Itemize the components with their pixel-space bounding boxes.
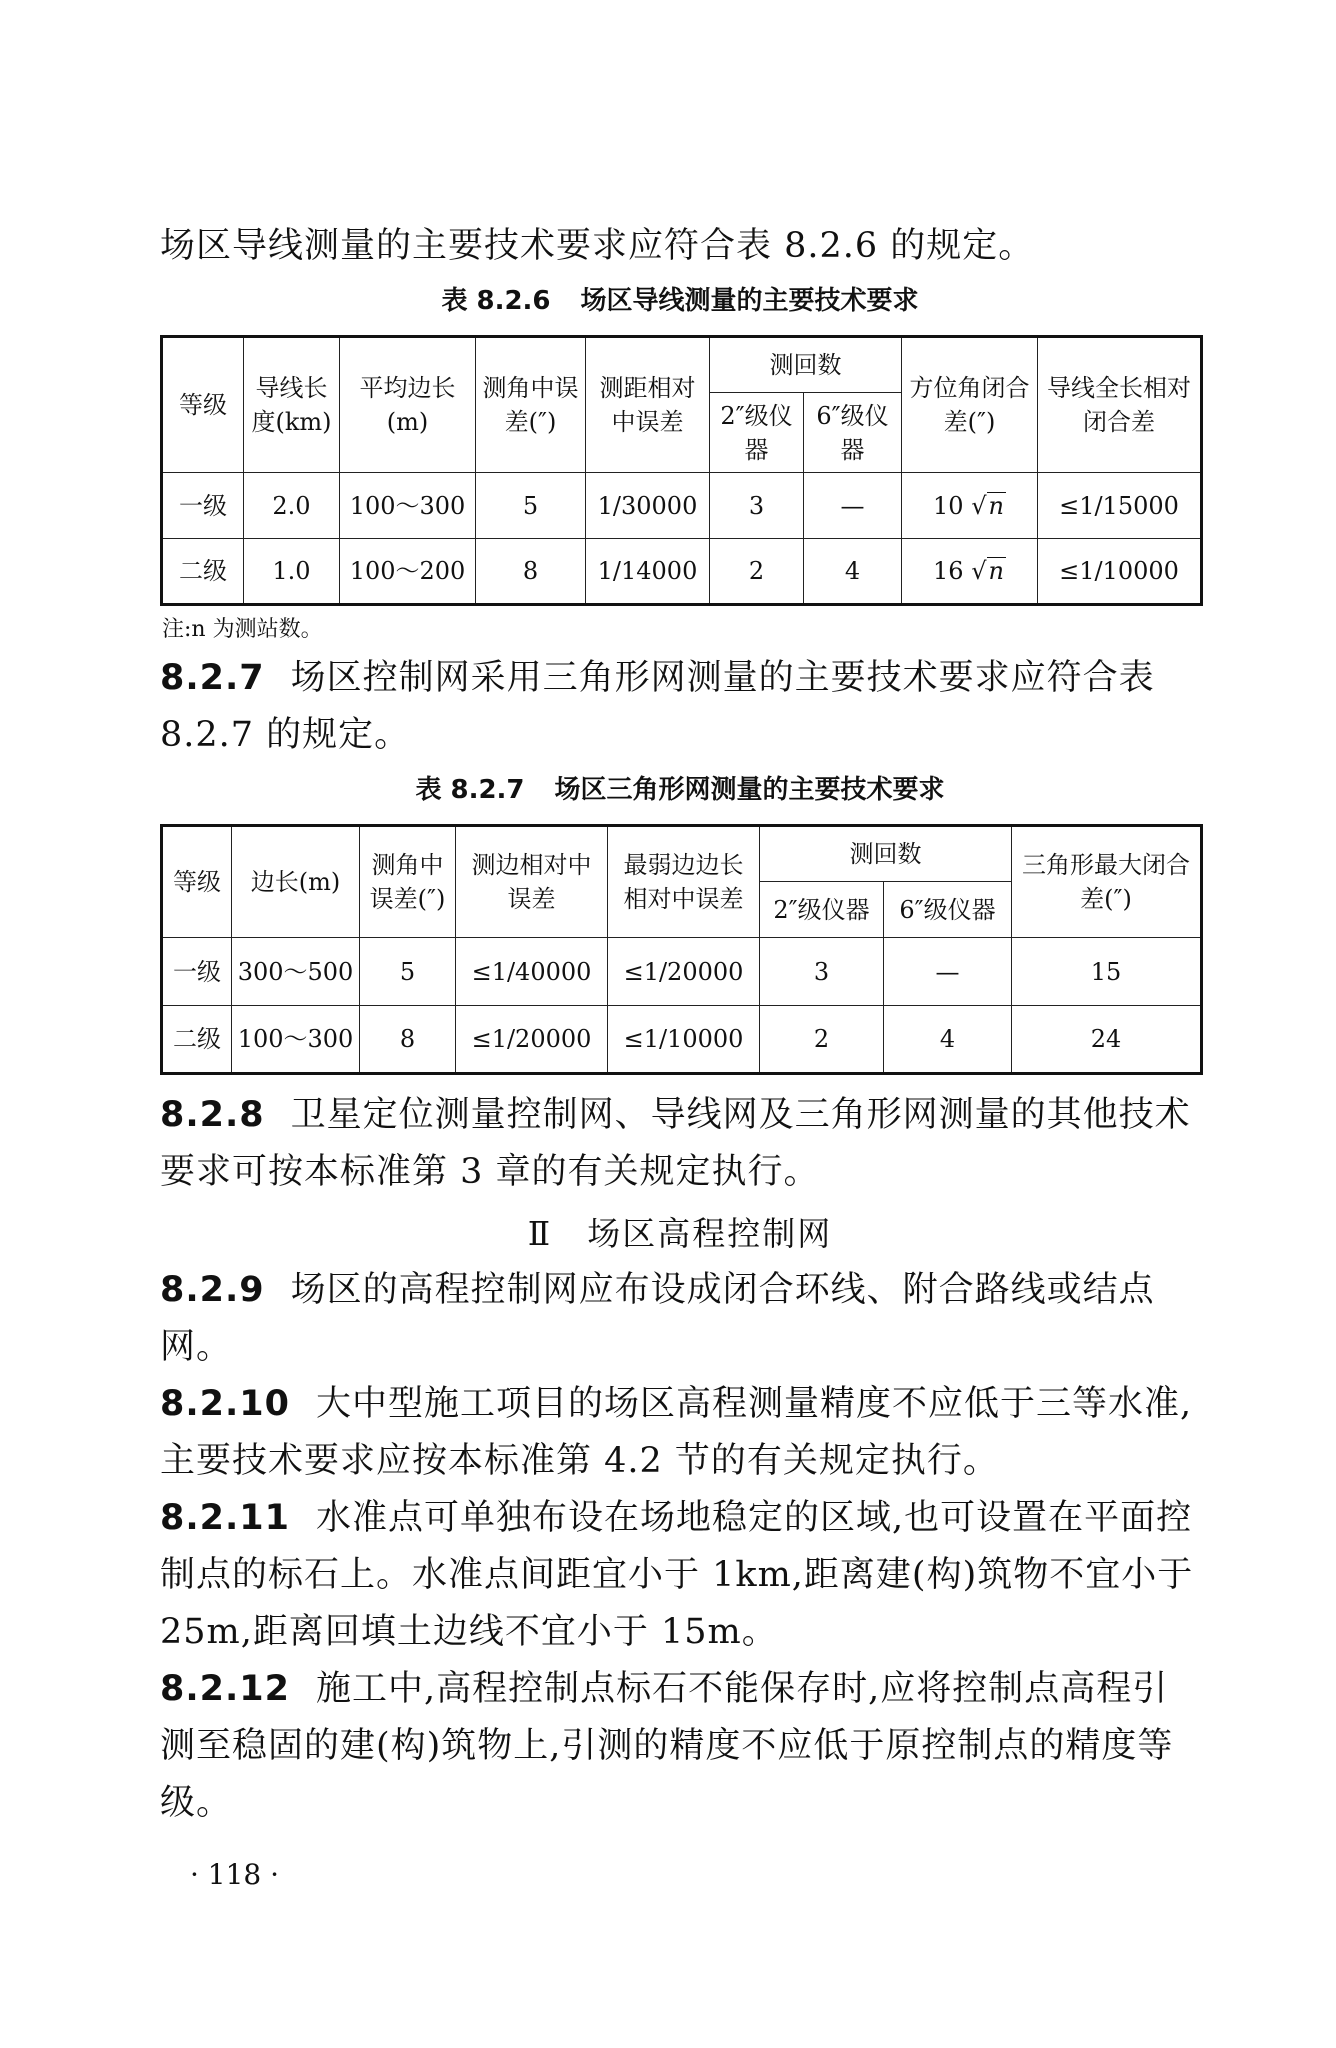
clause-number: 8.2.11: [160, 1498, 291, 1538]
t2-header-grade: 等级: [162, 826, 232, 938]
t1-cell-avg-side: 100～200: [340, 539, 476, 605]
t2-cell-triangle: 15: [1012, 938, 1202, 1006]
t1-cell-inst6: —: [804, 473, 902, 539]
t1-header-closure: 导线全长相对闭合差: [1038, 337, 1202, 473]
t1-cell-avg-side: 100～300: [340, 473, 476, 539]
clause-text: 场区控制网采用三角形网测量的主要技术要求应符合表 8.2.7 的规定。: [160, 658, 1155, 755]
t2-cell-grade: 一级: [162, 938, 232, 1006]
section-heading: Ⅱ 场区高程控制网: [527, 1214, 833, 1253]
table-8-2-6: [160, 335, 1203, 606]
t2-cell-inst6: 4: [884, 1006, 1012, 1074]
clause-text: 大中型施工项目的场区高程测量精度不应低于三等水准,主要技术要求应按本标准第 4.2 节的有关规定执行。: [160, 1384, 1193, 1481]
t1-header-dist-error: 测距相对中误差: [586, 337, 710, 473]
t2-cell-angle-error: 5: [360, 938, 456, 1006]
table2-caption: [160, 770, 1200, 810]
clause-text: 场区的高程控制网应布设成闭合环线、附合路线或结点网。: [160, 1270, 1155, 1367]
t1-header-avg-side: 平均边长(m): [340, 337, 476, 473]
page-content: [160, 218, 1200, 1832]
t1-cell-dist-error: 1/30000: [586, 473, 710, 539]
t1-cell-grade: 二级: [162, 539, 244, 605]
t1-cell-dist-error: 1/14000: [586, 539, 710, 605]
t1-header-length: 导线长度(km): [244, 337, 340, 473]
clause-text: 施工中,高程控制点标石不能保存时,应将控制点高程引测至稳固的建(构)筑物上,引测的精度不应低于原控制点的精度等级。: [160, 1669, 1174, 1823]
t1-cell-length: 1.0: [244, 539, 340, 605]
t2-header-angle-error: 测角中误差(″): [360, 826, 456, 938]
t1-cell-closure: ≤1/15000: [1038, 473, 1202, 539]
clause-8-2-11: [160, 1490, 1200, 1661]
intro-paragraph: 场区导线测量的主要技术要求应符合表 8.2.6 的规定。: [160, 226, 1035, 266]
table-row: [162, 539, 1202, 605]
clause-number: 8.2.9: [160, 1270, 265, 1310]
t2-header-rounds: 测回数: [760, 826, 1012, 882]
radicand: n: [988, 557, 1004, 585]
clause-text: 水准点可单独布设在场地稳定的区域,也可设置在平面控制点的标石上。水准点间距宜小于 1km,距离建(构)筑物不宜小于 25m,距离回填土边线不宜小于 15m。: [160, 1498, 1194, 1652]
t2-header-inst6: 6″级仪器: [884, 882, 1012, 938]
t2-cell-inst2: 2: [760, 1006, 884, 1074]
clause-number: 8.2.10: [160, 1384, 291, 1424]
t2-cell-grade: 二级: [162, 1006, 232, 1074]
t2-header-side-error: 测边相对中误差: [456, 826, 608, 938]
sqrt-symbol: √n: [971, 557, 1004, 585]
azimuth-coefficient: 16: [933, 557, 964, 585]
table1-caption-number: 表 8.2.6: [441, 286, 551, 316]
table-row: [162, 473, 1202, 539]
azimuth-coefficient: 10: [933, 491, 964, 520]
table-8-2-7: [160, 824, 1203, 1075]
t2-cell-side: 100～300: [232, 1006, 360, 1074]
t1-header-angle-error: 测角中误差(″): [476, 337, 586, 473]
t1-cell-azimuth: [902, 539, 1038, 605]
clause-8-2-10: [160, 1376, 1200, 1490]
table-row: [162, 1006, 1202, 1074]
clause-8-2-8: [160, 1087, 1200, 1201]
t1-cell-angle-error: 8: [476, 539, 586, 605]
t1-header-grade: 等级: [162, 337, 244, 473]
t1-header-rounds: 测回数: [710, 337, 902, 393]
t1-header-inst2: 2″级仪器: [710, 393, 804, 473]
t1-cell-inst6: 4: [804, 539, 902, 605]
table1-caption-title: 场区导线测量的主要技术要求: [580, 286, 919, 316]
page-number: · 118 ·: [190, 1858, 280, 1891]
table-row: [162, 938, 1202, 1006]
clause-8-2-12: [160, 1661, 1200, 1832]
t2-header-inst2: 2″级仪器: [760, 882, 884, 938]
clause-number: 8.2.12: [160, 1669, 291, 1709]
t1-header-inst6: 6″级仪器: [804, 393, 902, 473]
sqrt-symbol: √n: [971, 491, 1004, 520]
t2-cell-weakest: ≤1/10000: [608, 1006, 760, 1074]
t2-cell-inst2: 3: [760, 938, 884, 1006]
t2-header-weakest: 最弱边边长相对中误差: [608, 826, 760, 938]
clause-8-2-7: [160, 650, 1200, 764]
radicand: n: [988, 491, 1004, 520]
t2-cell-triangle: 24: [1012, 1006, 1202, 1074]
t1-cell-grade: 一级: [162, 473, 244, 539]
t2-cell-side: 300～500: [232, 938, 360, 1006]
t1-cell-length: 2.0: [244, 473, 340, 539]
table1-caption: [160, 281, 1200, 321]
table2-caption-title: 场区三角形网测量的主要技术要求: [554, 775, 945, 805]
table2-caption-number: 表 8.2.7: [415, 775, 525, 805]
t1-cell-azimuth: [902, 473, 1038, 539]
t2-header-side: 边长(m): [232, 826, 360, 938]
clause-number: 8.2.8: [160, 1095, 265, 1135]
clause-text: 卫星定位测量控制网、导线网及三角形网测量的其他技术要求可按本标准第 3 章的有关规定执行。: [160, 1095, 1191, 1192]
t2-header-triangle: 三角形最大闭合差(″): [1012, 826, 1202, 938]
t2-cell-side-error: ≤1/20000: [456, 1006, 608, 1074]
clause-number: 8.2.7: [160, 658, 265, 698]
clause-8-2-9: [160, 1262, 1200, 1376]
t1-header-azimuth: 方位角闭合差(″): [902, 337, 1038, 473]
t2-cell-angle-error: 8: [360, 1006, 456, 1074]
t1-cell-inst2: 2: [710, 539, 804, 605]
t1-cell-closure: ≤1/10000: [1038, 539, 1202, 605]
t2-cell-weakest: ≤1/20000: [608, 938, 760, 1006]
t1-cell-angle-error: 5: [476, 473, 586, 539]
t2-cell-side-error: ≤1/40000: [456, 938, 608, 1006]
table1-note: 注:n 为测站数。: [162, 617, 323, 642]
t2-cell-inst6: —: [884, 938, 1012, 1006]
t1-cell-inst2: 3: [710, 473, 804, 539]
